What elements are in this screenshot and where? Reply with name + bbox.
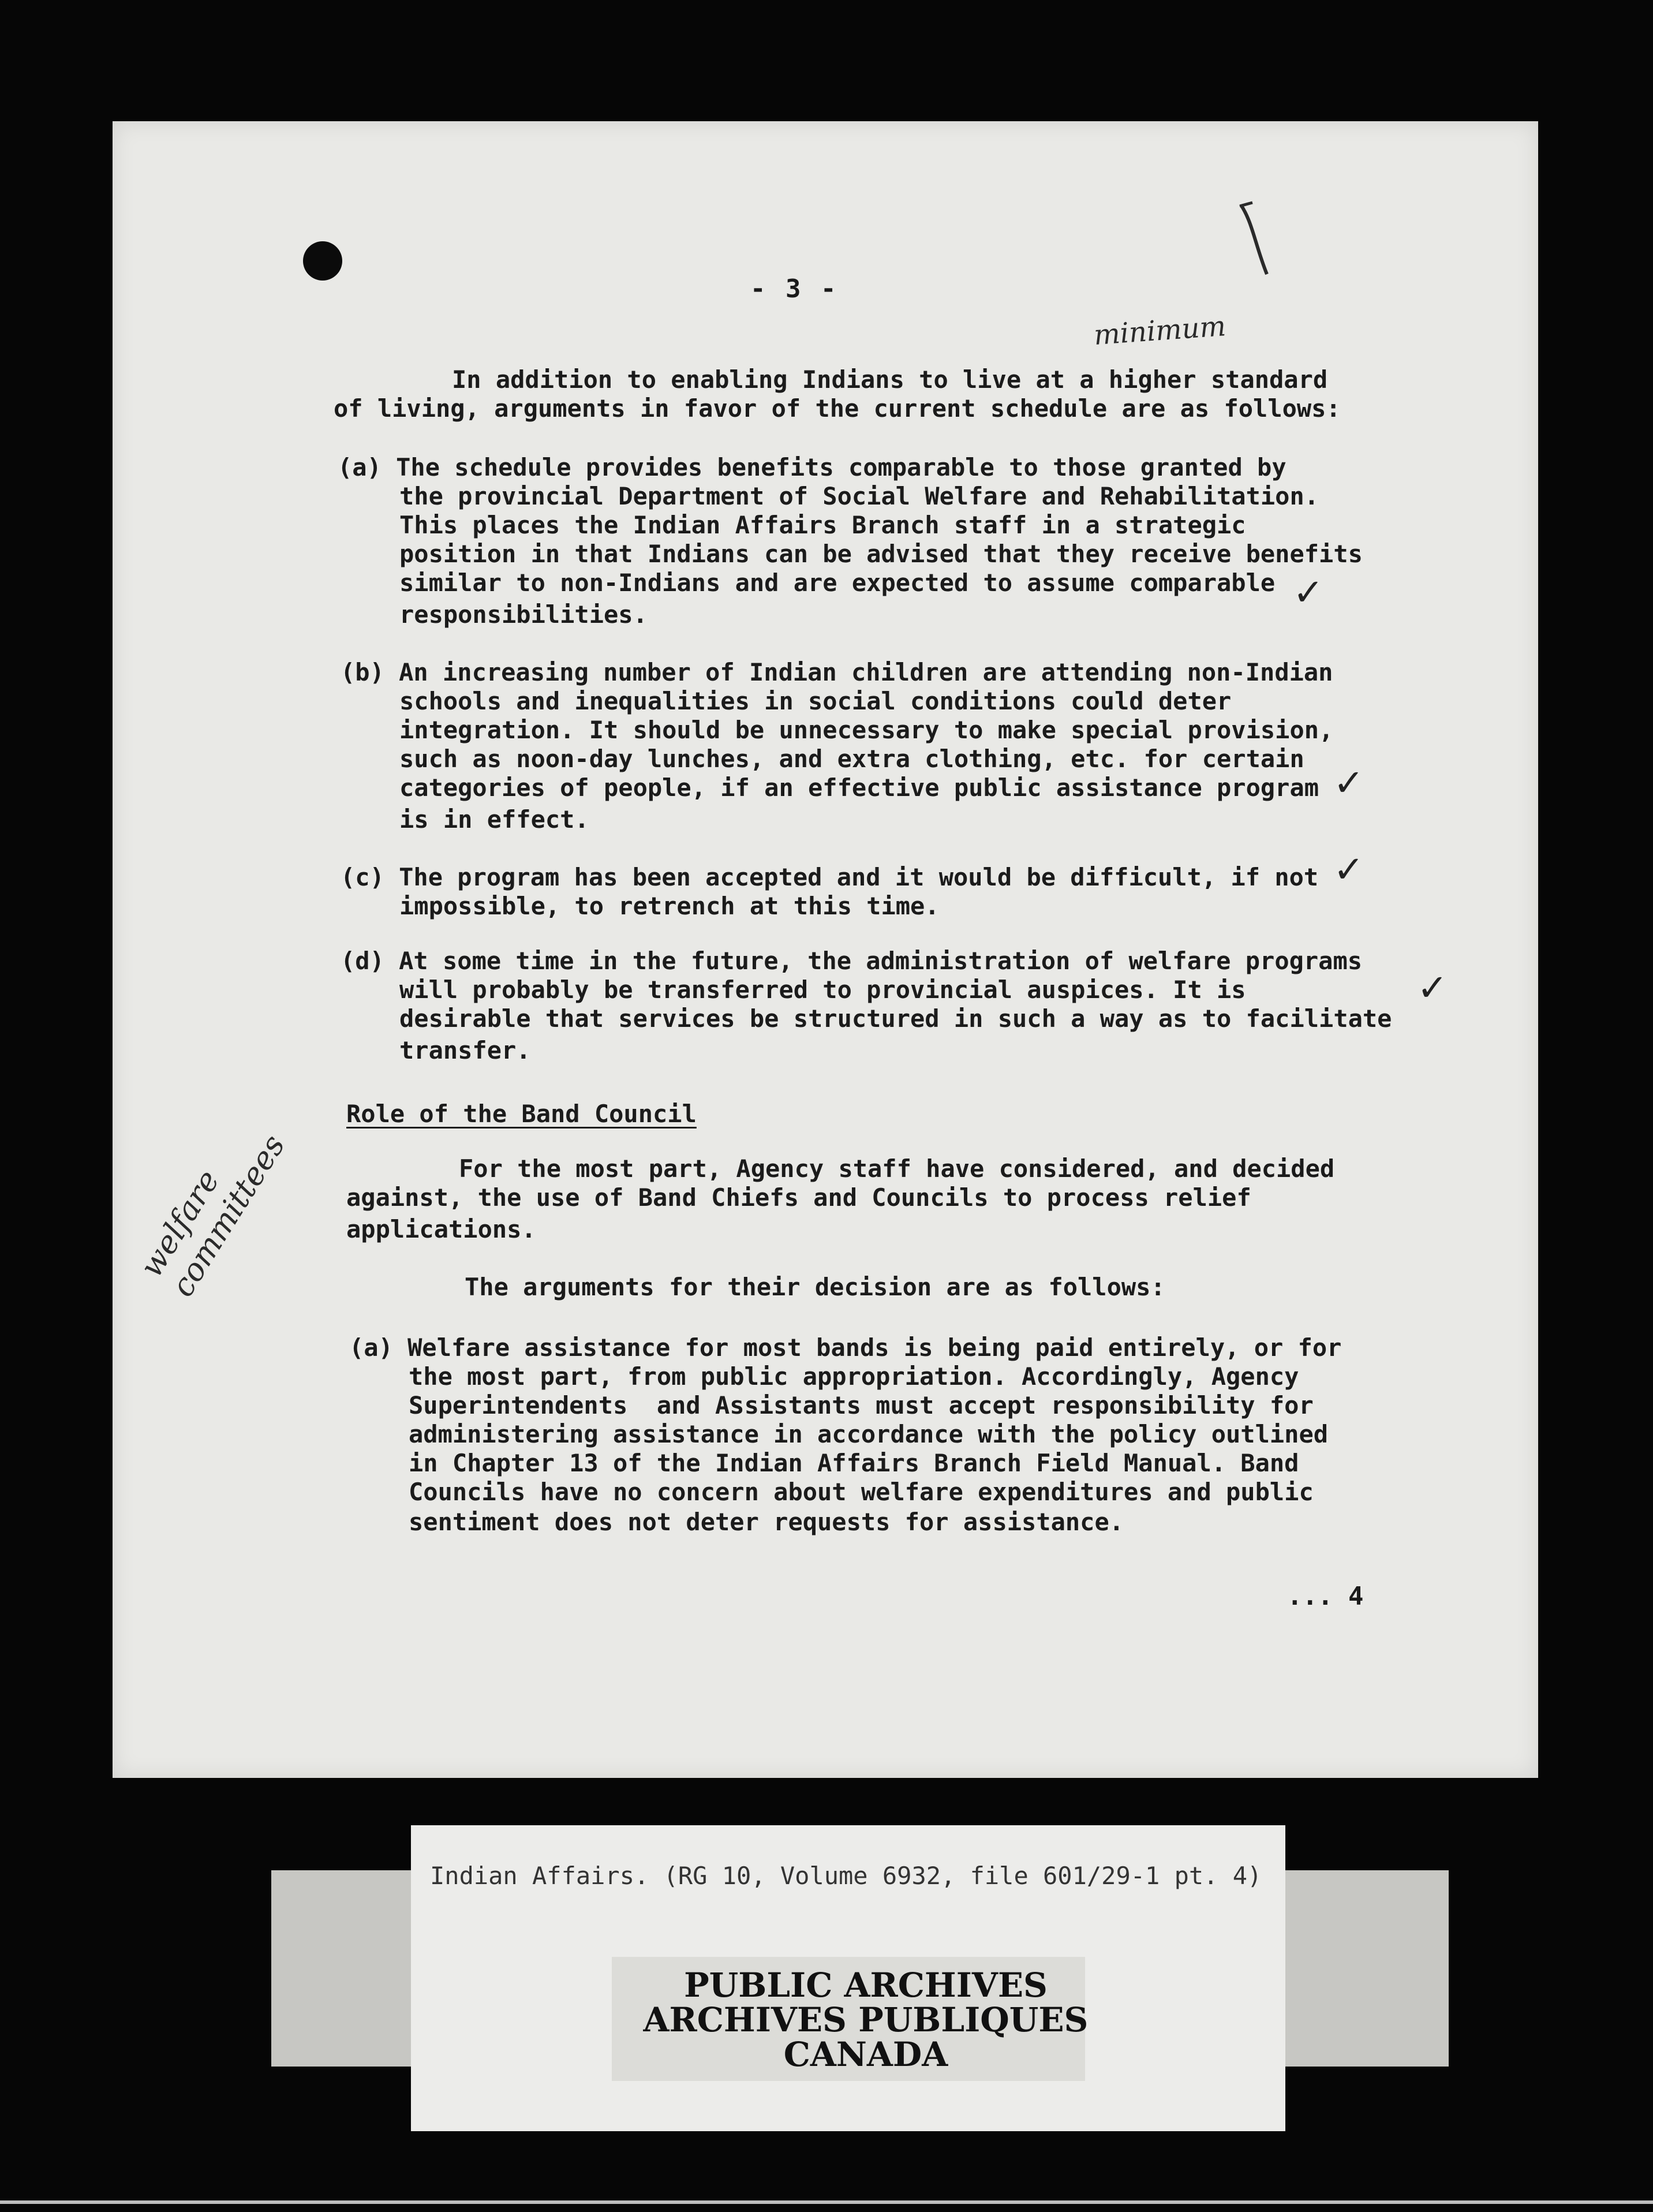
body-line: transfer. — [399, 1036, 531, 1064]
page-number: - 3 - — [750, 274, 839, 304]
body-line: of living, arguments in favor of the current schedule are as follows: — [334, 394, 1341, 423]
punch-hole — [303, 241, 342, 281]
scan-edge-rule — [0, 2200, 1653, 2204]
stamp-line-1: PUBLIC ARCHIVES — [684, 1966, 1048, 2005]
body-line: in Chapter 13 of the Indian Affairs Branch Field Manual. Band — [409, 1449, 1299, 1477]
stamp-line-3: CANADA — [783, 2035, 948, 2074]
body-line: administering assistance in accordance with the policy outlined — [409, 1420, 1329, 1448]
archive-reference: Indian Affairs. (RG 10, Volume 6932, file 601/29-1 pt. 4) — [430, 1862, 1262, 1890]
body-line: (b) An increasing number of Indian children are attending non-Indian — [341, 658, 1333, 686]
body-line: Superintendents and Assistants must accept responsibility for — [409, 1391, 1314, 1419]
stamp-line-2: ARCHIVES PUBLIQUES — [643, 2000, 1089, 2039]
body-line: similar to non-Indians and are expected to assume comparable — [399, 569, 1276, 597]
body-line: sentiment does not deter requests for assistance. — [409, 1508, 1124, 1536]
check-mark: ✓ — [1417, 967, 1448, 1010]
body-line: (a) The schedule provides benefits comparable to those granted by — [338, 453, 1287, 481]
check-mark: ✓ — [1293, 571, 1324, 614]
body-line: (d) At some time in the future, the administration of welfare programs — [341, 947, 1363, 975]
body-line: In addition to enabling Indians to live at a higher standard — [452, 365, 1328, 394]
handwritten-insertion: minimum — [1093, 310, 1227, 352]
handwritten-margin-note: welfare committees — [133, 1128, 292, 1303]
body-line: responsibilities. — [399, 600, 648, 629]
section-heading: Role of the Band Council — [346, 1100, 697, 1128]
body-line: such as noon-day lunches, and extra clothing, etc. for certain — [399, 745, 1304, 773]
body-line: (c) The program has been accepted and it would be difficult, if not — [341, 863, 1319, 891]
body-line: will probably be transferred to provincial auspices. It is — [399, 976, 1246, 1004]
body-line: the most part, from public appropriation. Accordingly, Agency — [409, 1362, 1299, 1391]
body-line: the provincial Department of Social Welfare and Rehabilitation. — [399, 482, 1319, 510]
body-line: schools and inequalities in social conditions could deter — [399, 687, 1232, 715]
check-mark: ✓ — [1333, 849, 1364, 891]
body-line: position in that Indians can be advised that they receive benefits — [399, 540, 1363, 568]
body-line: (a) Welfare assistance for most bands is being paid entirely, or for — [349, 1333, 1342, 1362]
body-line: applications. — [346, 1215, 536, 1243]
body-line: integration. It should be unnecessary to make special provision, — [399, 716, 1334, 744]
body-line: Councils have no concern about welfare expenditures and public — [409, 1478, 1314, 1506]
body-line: is in effect. — [399, 805, 589, 834]
body-line: categories of people, if an effective public assistance program — [399, 774, 1319, 802]
pen-stroke-mark — [1235, 199, 1276, 280]
continuation-marker: ... 4 — [1287, 1582, 1364, 1611]
body-line: against, the use of Band Chiefs and Councils to process relief — [346, 1183, 1251, 1212]
body-line: impossible, to retrench at this time. — [399, 892, 940, 920]
check-mark: ✓ — [1333, 762, 1364, 805]
body-line: The arguments for their decision are as follows: — [465, 1273, 1165, 1301]
body-line: For the most part, Agency staff have considered, and decided — [459, 1154, 1335, 1183]
body-line: desirable that services be structured in such a way as to facilitate — [399, 1004, 1392, 1033]
body-line: This places the Indian Affairs Branch staff in a strategic — [399, 511, 1246, 539]
